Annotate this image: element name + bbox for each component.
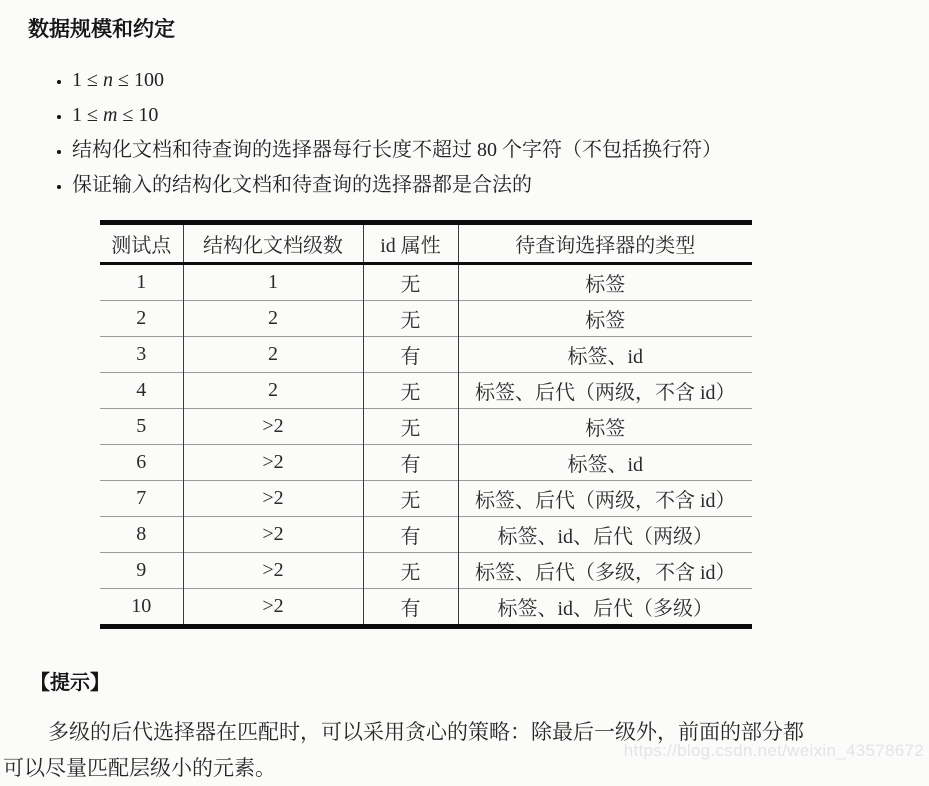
cell-selector-type: 标签 [585, 274, 626, 296]
testcase-spec-table [100, 220, 752, 629]
cell-testcase: 3 [100, 337, 183, 373]
cell-id-attr: 有 [363, 337, 458, 373]
table-row [100, 373, 752, 409]
cell-testcase: 4 [100, 373, 183, 409]
cell-id-attr: 无 [363, 481, 458, 517]
watermark-url: https://blog.csdn.net/weixin_43578672 [623, 741, 924, 760]
column-header-id-attr: id 属性 [363, 223, 458, 264]
table-row [100, 445, 752, 481]
table-row [100, 301, 752, 337]
cell-selector-type: 标签、id [458, 337, 752, 373]
math-expression: 1 ≤ n ≤ 100 [72, 69, 164, 91]
table-row [100, 409, 752, 445]
cell-testcase: 5 [100, 409, 183, 445]
table-row [100, 589, 752, 627]
cell-doc-levels: 1 [183, 264, 363, 301]
cell-testcase: 2 [100, 301, 183, 337]
cell-doc-levels: >2 [183, 481, 363, 517]
cell-id-attr: 无 [363, 264, 458, 301]
table-row [100, 264, 752, 301]
cell-selector-type: 标签、后代（多级，不含 id） [458, 553, 752, 589]
table-row [100, 481, 752, 517]
cell-id-attr: 无 [363, 301, 458, 337]
section-title: 数据规模和约定 [28, 18, 175, 41]
column-header-doc-levels: 结构化文档级数 [183, 223, 363, 264]
constraint-item-line-length: • 结构化文档和待查询的选择器每行长度不超过 80 个字符（不包括换行符） [72, 139, 929, 161]
cell-id-attr: 无 [363, 409, 458, 445]
cell-selector-type: 标签、id、后代（两级） [458, 517, 752, 553]
math-variable-n: n [102, 69, 113, 91]
cell-doc-levels: >2 [183, 553, 363, 589]
hint-line: 可以尽量匹配层级小的元素。 [3, 756, 276, 780]
cell-testcase: 6 [100, 445, 183, 481]
constraints-list [0, 69, 929, 196]
cell-selector-type: 标签、id [458, 445, 752, 481]
column-header-testcase: 测试点 [100, 223, 183, 264]
constraint-item-m-range [72, 104, 929, 126]
cell-id-attr: 有 [363, 517, 458, 553]
table-header-row [100, 223, 752, 264]
table-row [100, 337, 752, 373]
cell-doc-levels: >2 [183, 445, 363, 481]
cell-selector-type: 标签、id、后代（多级） [458, 589, 752, 627]
cell-selector-type: 标签 [458, 301, 752, 337]
cell-doc-levels: >2 [183, 589, 363, 627]
hint-line: 多级的后代选择器在匹配时，可以采用贪心的策略：除最后一级外，前面的部分都 [48, 720, 804, 744]
cell-doc-levels: 2 [183, 301, 363, 337]
cell-testcase: 9 [100, 553, 183, 589]
table-row [100, 517, 752, 553]
cell-testcase: 8 [100, 517, 183, 553]
cell-testcase: 7 [100, 481, 183, 517]
constraint-item-validity: • 保证输入的结构化文档和待查询的选择器都是合法的 [72, 174, 929, 196]
table-row [100, 553, 752, 589]
math-variable-m: m [102, 104, 118, 126]
cell-doc-levels: 2 [183, 373, 363, 409]
cell-id-attr: 有 [363, 589, 458, 627]
column-header-selector-type: 待查询选择器的类型 [458, 223, 752, 264]
constraint-item-n-range [72, 69, 929, 91]
math-expression: 1 ≤ m ≤ 10 [72, 104, 159, 126]
cell-testcase: 10 [100, 589, 183, 627]
hint-title: 【提示】 [30, 672, 110, 694]
cell-doc-levels: >2 [183, 517, 363, 553]
cell-selector-type: 标签、后代（两级，不含 id） [458, 481, 752, 517]
cell-doc-levels: >2 [183, 409, 363, 445]
cell-selector-type: 标签 [458, 409, 752, 445]
cell-doc-levels: 2 [183, 337, 363, 373]
cell-id-attr: 无 [363, 553, 458, 589]
cell-id-attr: 无 [363, 373, 458, 409]
cell-selector-type: 标签、后代（两级，不含 id） [458, 373, 752, 409]
cell-testcase: 1 [100, 264, 183, 301]
cell-id-attr: 有 [363, 445, 458, 481]
